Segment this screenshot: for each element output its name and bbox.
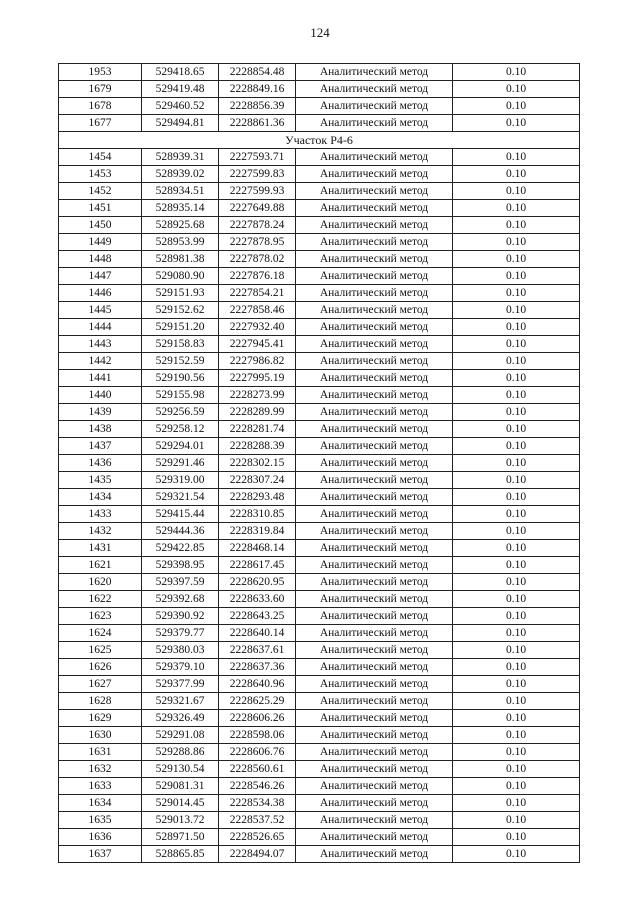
table-row xyxy=(59,370,580,387)
x-coordinate-cell: 529419.48 xyxy=(142,81,219,98)
table-row xyxy=(59,489,580,506)
x-coordinate-cell: 529258.12 xyxy=(142,421,219,438)
method-cell: Аналитический метод xyxy=(296,608,453,625)
table-row xyxy=(59,591,580,608)
accuracy-cell: 0.10 xyxy=(453,540,580,557)
accuracy-cell: 0.10 xyxy=(453,693,580,710)
x-coordinate-cell: 529014.45 xyxy=(142,795,219,812)
method-cell: Аналитический метод xyxy=(296,812,453,829)
point-number-cell: 1436 xyxy=(59,455,142,472)
table-row xyxy=(59,64,580,81)
y-coordinate-cell: 2227995.19 xyxy=(219,370,296,387)
method-cell: Аналитический метод xyxy=(296,523,453,540)
x-coordinate-cell: 529398.95 xyxy=(142,557,219,574)
table-row xyxy=(59,166,580,183)
point-number-cell: 1432 xyxy=(59,523,142,540)
table-row xyxy=(59,183,580,200)
page-number: 124 xyxy=(310,25,330,40)
y-coordinate-cell: 2228633.60 xyxy=(219,591,296,608)
x-coordinate-cell: 529390.92 xyxy=(142,608,219,625)
method-cell: Аналитический метод xyxy=(296,710,453,727)
point-number-cell: 1441 xyxy=(59,370,142,387)
x-coordinate-cell: 529152.59 xyxy=(142,353,219,370)
y-coordinate-cell: 2228637.61 xyxy=(219,642,296,659)
y-coordinate-cell: 2228849.16 xyxy=(219,81,296,98)
point-number-cell: 1630 xyxy=(59,727,142,744)
accuracy-cell: 0.10 xyxy=(453,183,580,200)
point-number-cell: 1439 xyxy=(59,404,142,421)
point-number-cell: 1637 xyxy=(59,846,142,863)
x-coordinate-cell: 528981.38 xyxy=(142,251,219,268)
point-number-cell: 1629 xyxy=(59,710,142,727)
accuracy-cell: 0.10 xyxy=(453,438,580,455)
accuracy-cell: 0.10 xyxy=(453,234,580,251)
y-coordinate-cell: 2228281.74 xyxy=(219,421,296,438)
x-coordinate-cell: 529379.77 xyxy=(142,625,219,642)
table-row xyxy=(59,115,580,132)
table-row xyxy=(59,455,580,472)
table-row xyxy=(59,642,580,659)
point-number-cell: 1620 xyxy=(59,574,142,591)
method-cell: Аналитический метод xyxy=(296,200,453,217)
table-row xyxy=(59,472,580,489)
x-coordinate-cell: 529256.59 xyxy=(142,404,219,421)
method-cell: Аналитический метод xyxy=(296,98,453,115)
table-row xyxy=(59,676,580,693)
method-cell: Аналитический метод xyxy=(296,438,453,455)
x-coordinate-cell: 529013.72 xyxy=(142,812,219,829)
y-coordinate-cell: 2227649.88 xyxy=(219,200,296,217)
point-number-cell: 1622 xyxy=(59,591,142,608)
x-coordinate-cell: 529377.99 xyxy=(142,676,219,693)
accuracy-cell: 0.10 xyxy=(453,506,580,523)
section-header-row xyxy=(59,132,580,149)
method-cell: Аналитический метод xyxy=(296,489,453,506)
method-cell: Аналитический метод xyxy=(296,778,453,795)
y-coordinate-cell: 2228606.26 xyxy=(219,710,296,727)
y-coordinate-cell: 2228293.48 xyxy=(219,489,296,506)
accuracy-cell: 0.10 xyxy=(453,846,580,863)
method-cell: Аналитический метод xyxy=(296,285,453,302)
y-coordinate-cell: 2228620.95 xyxy=(219,574,296,591)
method-cell: Аналитический метод xyxy=(296,795,453,812)
table-row xyxy=(59,574,580,591)
method-cell: Аналитический метод xyxy=(296,115,453,132)
x-coordinate-cell: 529326.49 xyxy=(142,710,219,727)
table-row xyxy=(59,200,580,217)
table-row xyxy=(59,608,580,625)
x-coordinate-cell: 529081.31 xyxy=(142,778,219,795)
point-number-cell: 1443 xyxy=(59,336,142,353)
point-number-cell: 1677 xyxy=(59,115,142,132)
accuracy-cell: 0.10 xyxy=(453,608,580,625)
point-number-cell: 1953 xyxy=(59,64,142,81)
method-cell: Аналитический метод xyxy=(296,81,453,98)
point-number-cell: 1447 xyxy=(59,268,142,285)
y-coordinate-cell: 2228856.39 xyxy=(219,98,296,115)
y-coordinate-cell: 2227878.24 xyxy=(219,217,296,234)
x-coordinate-cell: 529460.52 xyxy=(142,98,219,115)
method-cell: Аналитический метод xyxy=(296,319,453,336)
accuracy-cell: 0.10 xyxy=(453,200,580,217)
point-number-cell: 1451 xyxy=(59,200,142,217)
point-number-cell: 1440 xyxy=(59,387,142,404)
table-row xyxy=(59,778,580,795)
method-cell: Аналитический метод xyxy=(296,353,453,370)
point-number-cell: 1434 xyxy=(59,489,142,506)
y-coordinate-cell: 2228640.14 xyxy=(219,625,296,642)
accuracy-cell: 0.10 xyxy=(453,574,580,591)
x-coordinate-cell: 529380.03 xyxy=(142,642,219,659)
y-coordinate-cell: 2227876.18 xyxy=(219,268,296,285)
y-coordinate-cell: 2228560.61 xyxy=(219,761,296,778)
x-coordinate-cell: 529321.54 xyxy=(142,489,219,506)
method-cell: Аналитический метод xyxy=(296,506,453,523)
table-row xyxy=(59,506,580,523)
point-number-cell: 1445 xyxy=(59,302,142,319)
table-row xyxy=(59,81,580,98)
method-cell: Аналитический метод xyxy=(296,574,453,591)
table-row xyxy=(59,268,580,285)
coordinates-table xyxy=(58,63,580,863)
point-number-cell: 1679 xyxy=(59,81,142,98)
y-coordinate-cell: 2227932.40 xyxy=(219,319,296,336)
x-coordinate-cell: 529379.10 xyxy=(142,659,219,676)
x-coordinate-cell: 529151.20 xyxy=(142,319,219,336)
coordinates-table-section-rows xyxy=(59,149,580,863)
method-cell: Аналитический метод xyxy=(296,455,453,472)
x-coordinate-cell: 528925.68 xyxy=(142,217,219,234)
x-coordinate-cell: 529080.90 xyxy=(142,268,219,285)
table-row xyxy=(59,302,580,319)
x-coordinate-cell: 529444.36 xyxy=(142,523,219,540)
method-cell: Аналитический метод xyxy=(296,166,453,183)
method-cell: Аналитический метод xyxy=(296,642,453,659)
point-number-cell: 1633 xyxy=(59,778,142,795)
accuracy-cell: 0.10 xyxy=(453,81,580,98)
y-coordinate-cell: 2228854.48 xyxy=(219,64,296,81)
x-coordinate-cell: 529155.98 xyxy=(142,387,219,404)
table-row xyxy=(59,217,580,234)
y-coordinate-cell: 2228302.15 xyxy=(219,455,296,472)
accuracy-cell: 0.10 xyxy=(453,472,580,489)
accuracy-cell: 0.10 xyxy=(453,404,580,421)
accuracy-cell: 0.10 xyxy=(453,251,580,268)
accuracy-cell: 0.10 xyxy=(453,455,580,472)
point-number-cell: 1454 xyxy=(59,149,142,166)
method-cell: Аналитический метод xyxy=(296,727,453,744)
method-cell: Аналитический метод xyxy=(296,557,453,574)
table-row xyxy=(59,149,580,166)
method-cell: Аналитический метод xyxy=(296,336,453,353)
method-cell: Аналитический метод xyxy=(296,846,453,863)
x-coordinate-cell: 529288.86 xyxy=(142,744,219,761)
point-number-cell: 1449 xyxy=(59,234,142,251)
table-row xyxy=(59,438,580,455)
point-number-cell: 1452 xyxy=(59,183,142,200)
table-row xyxy=(59,234,580,251)
point-number-cell: 1450 xyxy=(59,217,142,234)
method-cell: Аналитический метод xyxy=(296,234,453,251)
y-coordinate-cell: 2227878.02 xyxy=(219,251,296,268)
accuracy-cell: 0.10 xyxy=(453,285,580,302)
method-cell: Аналитический метод xyxy=(296,744,453,761)
method-cell: Аналитический метод xyxy=(296,404,453,421)
y-coordinate-cell: 2228537.52 xyxy=(219,812,296,829)
accuracy-cell: 0.10 xyxy=(453,336,580,353)
y-coordinate-cell: 2228534.38 xyxy=(219,795,296,812)
x-coordinate-cell: 528934.51 xyxy=(142,183,219,200)
x-coordinate-cell: 529392.68 xyxy=(142,591,219,608)
coordinates-table-section-header xyxy=(59,132,580,149)
y-coordinate-cell: 2228319.84 xyxy=(219,523,296,540)
accuracy-cell: 0.10 xyxy=(453,778,580,795)
point-number-cell: 1431 xyxy=(59,540,142,557)
y-coordinate-cell: 2228289.99 xyxy=(219,404,296,421)
accuracy-cell: 0.10 xyxy=(453,659,580,676)
accuracy-cell: 0.10 xyxy=(453,676,580,693)
method-cell: Аналитический метод xyxy=(296,761,453,778)
x-coordinate-cell: 529130.54 xyxy=(142,761,219,778)
y-coordinate-cell: 2228643.25 xyxy=(219,608,296,625)
accuracy-cell: 0.10 xyxy=(453,761,580,778)
accuracy-cell: 0.10 xyxy=(453,642,580,659)
x-coordinate-cell: 528971.50 xyxy=(142,829,219,846)
table-row xyxy=(59,812,580,829)
y-coordinate-cell: 2228640.96 xyxy=(219,676,296,693)
accuracy-cell: 0.10 xyxy=(453,149,580,166)
y-coordinate-cell: 2228598.06 xyxy=(219,727,296,744)
x-coordinate-cell: 529418.65 xyxy=(142,64,219,81)
method-cell: Аналитический метод xyxy=(296,693,453,710)
point-number-cell: 1621 xyxy=(59,557,142,574)
x-coordinate-cell: 529397.59 xyxy=(142,574,219,591)
accuracy-cell: 0.10 xyxy=(453,710,580,727)
point-number-cell: 1678 xyxy=(59,98,142,115)
accuracy-cell: 0.10 xyxy=(453,829,580,846)
x-coordinate-cell: 529422.85 xyxy=(142,540,219,557)
accuracy-cell: 0.10 xyxy=(453,302,580,319)
accuracy-cell: 0.10 xyxy=(453,319,580,336)
method-cell: Аналитический метод xyxy=(296,64,453,81)
x-coordinate-cell: 529319.00 xyxy=(142,472,219,489)
accuracy-cell: 0.10 xyxy=(453,523,580,540)
y-coordinate-cell: 2228861.36 xyxy=(219,115,296,132)
x-coordinate-cell: 529494.81 xyxy=(142,115,219,132)
point-number-cell: 1446 xyxy=(59,285,142,302)
table-row xyxy=(59,387,580,404)
y-coordinate-cell: 2228468.14 xyxy=(219,540,296,557)
point-number-cell: 1631 xyxy=(59,744,142,761)
table-row xyxy=(59,693,580,710)
x-coordinate-cell: 529415.44 xyxy=(142,506,219,523)
table-row xyxy=(59,659,580,676)
y-coordinate-cell: 2227945.41 xyxy=(219,336,296,353)
point-number-cell: 1635 xyxy=(59,812,142,829)
accuracy-cell: 0.10 xyxy=(453,489,580,506)
x-coordinate-cell: 529151.93 xyxy=(142,285,219,302)
accuracy-cell: 0.10 xyxy=(453,268,580,285)
method-cell: Аналитический метод xyxy=(296,472,453,489)
method-cell: Аналитический метод xyxy=(296,302,453,319)
method-cell: Аналитический метод xyxy=(296,659,453,676)
method-cell: Аналитический метод xyxy=(296,370,453,387)
point-number-cell: 1453 xyxy=(59,166,142,183)
method-cell: Аналитический метод xyxy=(296,387,453,404)
method-cell: Аналитический метод xyxy=(296,625,453,642)
y-coordinate-cell: 2227858.46 xyxy=(219,302,296,319)
table-row xyxy=(59,625,580,642)
table-row xyxy=(59,421,580,438)
table-row xyxy=(59,795,580,812)
accuracy-cell: 0.10 xyxy=(453,744,580,761)
x-coordinate-cell: 529152.62 xyxy=(142,302,219,319)
x-coordinate-cell: 528939.31 xyxy=(142,149,219,166)
accuracy-cell: 0.10 xyxy=(453,557,580,574)
method-cell: Аналитический метод xyxy=(296,829,453,846)
accuracy-cell: 0.10 xyxy=(453,166,580,183)
accuracy-cell: 0.10 xyxy=(453,625,580,642)
point-number-cell: 1448 xyxy=(59,251,142,268)
accuracy-cell: 0.10 xyxy=(453,98,580,115)
accuracy-cell: 0.10 xyxy=(453,64,580,81)
y-coordinate-cell: 2228310.85 xyxy=(219,506,296,523)
point-number-cell: 1438 xyxy=(59,421,142,438)
y-coordinate-cell: 2228637.36 xyxy=(219,659,296,676)
point-number-cell: 1625 xyxy=(59,642,142,659)
y-coordinate-cell: 2228494.07 xyxy=(219,846,296,863)
accuracy-cell: 0.10 xyxy=(453,353,580,370)
table-row xyxy=(59,336,580,353)
point-number-cell: 1623 xyxy=(59,608,142,625)
table-row xyxy=(59,744,580,761)
accuracy-cell: 0.10 xyxy=(453,591,580,608)
point-number-cell: 1444 xyxy=(59,319,142,336)
point-number-cell: 1435 xyxy=(59,472,142,489)
table-row xyxy=(59,829,580,846)
table-row xyxy=(59,727,580,744)
y-coordinate-cell: 2227854.21 xyxy=(219,285,296,302)
accuracy-cell: 0.10 xyxy=(453,370,580,387)
point-number-cell: 1626 xyxy=(59,659,142,676)
y-coordinate-cell: 2228625.29 xyxy=(219,693,296,710)
y-coordinate-cell: 2227599.93 xyxy=(219,183,296,200)
y-coordinate-cell: 2228546.26 xyxy=(219,778,296,795)
method-cell: Аналитический метод xyxy=(296,268,453,285)
point-number-cell: 1442 xyxy=(59,353,142,370)
x-coordinate-cell: 529190.56 xyxy=(142,370,219,387)
table-row xyxy=(59,353,580,370)
table-row xyxy=(59,523,580,540)
point-number-cell: 1634 xyxy=(59,795,142,812)
y-coordinate-cell: 2228617.45 xyxy=(219,557,296,574)
table-row xyxy=(59,285,580,302)
y-coordinate-cell: 2228273.99 xyxy=(219,387,296,404)
x-coordinate-cell: 528865.85 xyxy=(142,846,219,863)
method-cell: Аналитический метод xyxy=(296,217,453,234)
accuracy-cell: 0.10 xyxy=(453,727,580,744)
table-row xyxy=(59,404,580,421)
accuracy-cell: 0.10 xyxy=(453,421,580,438)
point-number-cell: 1636 xyxy=(59,829,142,846)
x-coordinate-cell: 528939.02 xyxy=(142,166,219,183)
accuracy-cell: 0.10 xyxy=(453,795,580,812)
y-coordinate-cell: 2228606.76 xyxy=(219,744,296,761)
table-row xyxy=(59,846,580,863)
accuracy-cell: 0.10 xyxy=(453,387,580,404)
y-coordinate-cell: 2227599.83 xyxy=(219,166,296,183)
x-coordinate-cell: 529158.83 xyxy=(142,336,219,353)
table-row xyxy=(59,761,580,778)
point-number-cell: 1437 xyxy=(59,438,142,455)
method-cell: Аналитический метод xyxy=(296,421,453,438)
accuracy-cell: 0.10 xyxy=(453,812,580,829)
x-coordinate-cell: 529291.08 xyxy=(142,727,219,744)
y-coordinate-cell: 2227986.82 xyxy=(219,353,296,370)
method-cell: Аналитический метод xyxy=(296,591,453,608)
method-cell: Аналитический метод xyxy=(296,251,453,268)
point-number-cell: 1628 xyxy=(59,693,142,710)
x-coordinate-cell: 529294.01 xyxy=(142,438,219,455)
section-title: Участок Р4-6 xyxy=(59,132,580,149)
point-number-cell: 1433 xyxy=(59,506,142,523)
point-number-cell: 1632 xyxy=(59,761,142,778)
method-cell: Аналитический метод xyxy=(296,540,453,557)
y-coordinate-cell: 2227878.95 xyxy=(219,234,296,251)
table-row xyxy=(59,710,580,727)
table-row xyxy=(59,319,580,336)
y-coordinate-cell: 2227593.71 xyxy=(219,149,296,166)
coordinates-table-top-rows xyxy=(59,64,580,132)
y-coordinate-cell: 2228526.65 xyxy=(219,829,296,846)
table-row xyxy=(59,251,580,268)
x-coordinate-cell: 529291.46 xyxy=(142,455,219,472)
accuracy-cell: 0.10 xyxy=(453,115,580,132)
method-cell: Аналитический метод xyxy=(296,676,453,693)
y-coordinate-cell: 2228307.24 xyxy=(219,472,296,489)
x-coordinate-cell: 528935.14 xyxy=(142,200,219,217)
y-coordinate-cell: 2228288.39 xyxy=(219,438,296,455)
accuracy-cell: 0.10 xyxy=(453,217,580,234)
table-row xyxy=(59,557,580,574)
table-row xyxy=(59,540,580,557)
point-number-cell: 1627 xyxy=(59,676,142,693)
method-cell: Аналитический метод xyxy=(296,149,453,166)
method-cell: Аналитический метод xyxy=(296,183,453,200)
table-row xyxy=(59,98,580,115)
x-coordinate-cell: 528953.99 xyxy=(142,234,219,251)
x-coordinate-cell: 529321.67 xyxy=(142,693,219,710)
point-number-cell: 1624 xyxy=(59,625,142,642)
